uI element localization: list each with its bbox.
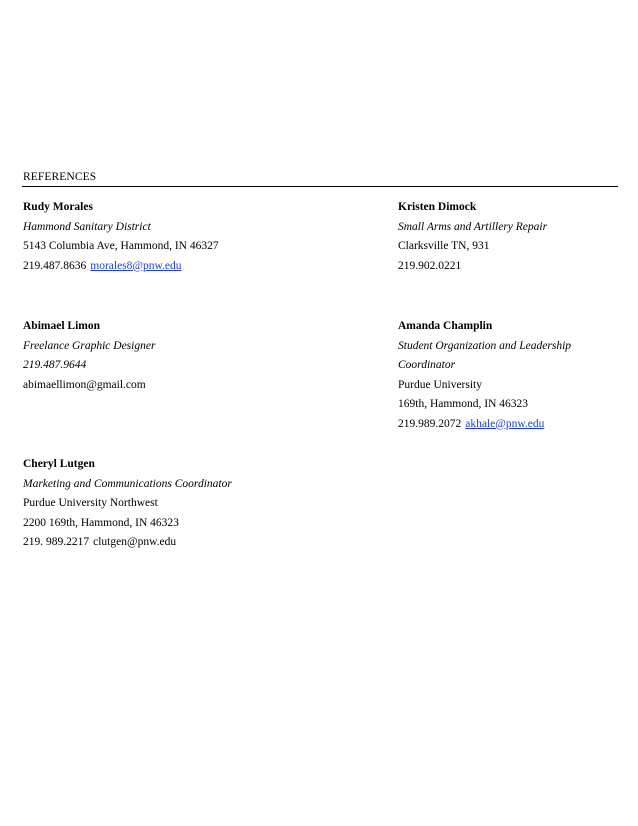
reference-email: abimaellimon@gmail.com	[23, 378, 146, 391]
reference-phone: 219.902.0221	[398, 259, 462, 272]
reference-title: Student Organization and Leadership	[398, 339, 572, 352]
reference-email-link[interactable]: morales8@pnw.edu	[90, 259, 182, 272]
reference-phone: 219.989.2072	[398, 417, 462, 430]
reference-title-continued: Coordinator	[398, 359, 456, 371]
reference-email: clutgen@pnw.edu	[93, 536, 177, 548]
reference-entry	[23, 198, 219, 276]
reference-contact	[23, 257, 219, 277]
reference-entry	[398, 317, 571, 434]
reference-address: 5143 Columbia Ave, Hammond, IN 46327	[23, 240, 219, 252]
reference-entry	[23, 317, 155, 395]
heading-divider	[22, 186, 618, 187]
reference-phone: 219.487.9644	[23, 359, 87, 371]
reference-title: Small Arms and Artillery Repair	[398, 220, 548, 233]
reference-address: 169th, Hammond, IN 46323	[398, 398, 529, 410]
reference-name: Cheryl Lutgen	[23, 458, 95, 470]
reference-name: Kristen Dimock	[398, 201, 477, 213]
reference-entry	[398, 198, 547, 276]
reference-name: Abimael Limon	[23, 320, 100, 332]
reference-contact	[23, 533, 232, 553]
reference-name: Rudy Morales	[23, 201, 93, 213]
reference-organization: Purdue University Northwest	[23, 497, 158, 509]
reference-address: Clarksville TN, 931	[398, 240, 490, 252]
reference-email-link[interactable]: akhale@pnw.edu	[465, 417, 545, 430]
reference-address: 2200 169th, Hammond, IN 46323	[23, 516, 179, 529]
reference-entry	[23, 455, 232, 553]
reference-organization: Purdue University	[398, 378, 483, 391]
reference-phone: 219.487.8636	[23, 259, 87, 272]
references-heading: REFERENCES	[23, 171, 97, 183]
reference-title: Freelance Graphic Designer	[23, 339, 156, 352]
reference-phone: 219. 989.2217	[23, 536, 90, 548]
reference-title: Marketing and Communications Coordinator	[23, 477, 232, 490]
reference-contact	[398, 415, 571, 435]
reference-title: Hammond Sanitary District	[23, 220, 151, 233]
reference-name: Amanda Champlin	[398, 320, 493, 332]
